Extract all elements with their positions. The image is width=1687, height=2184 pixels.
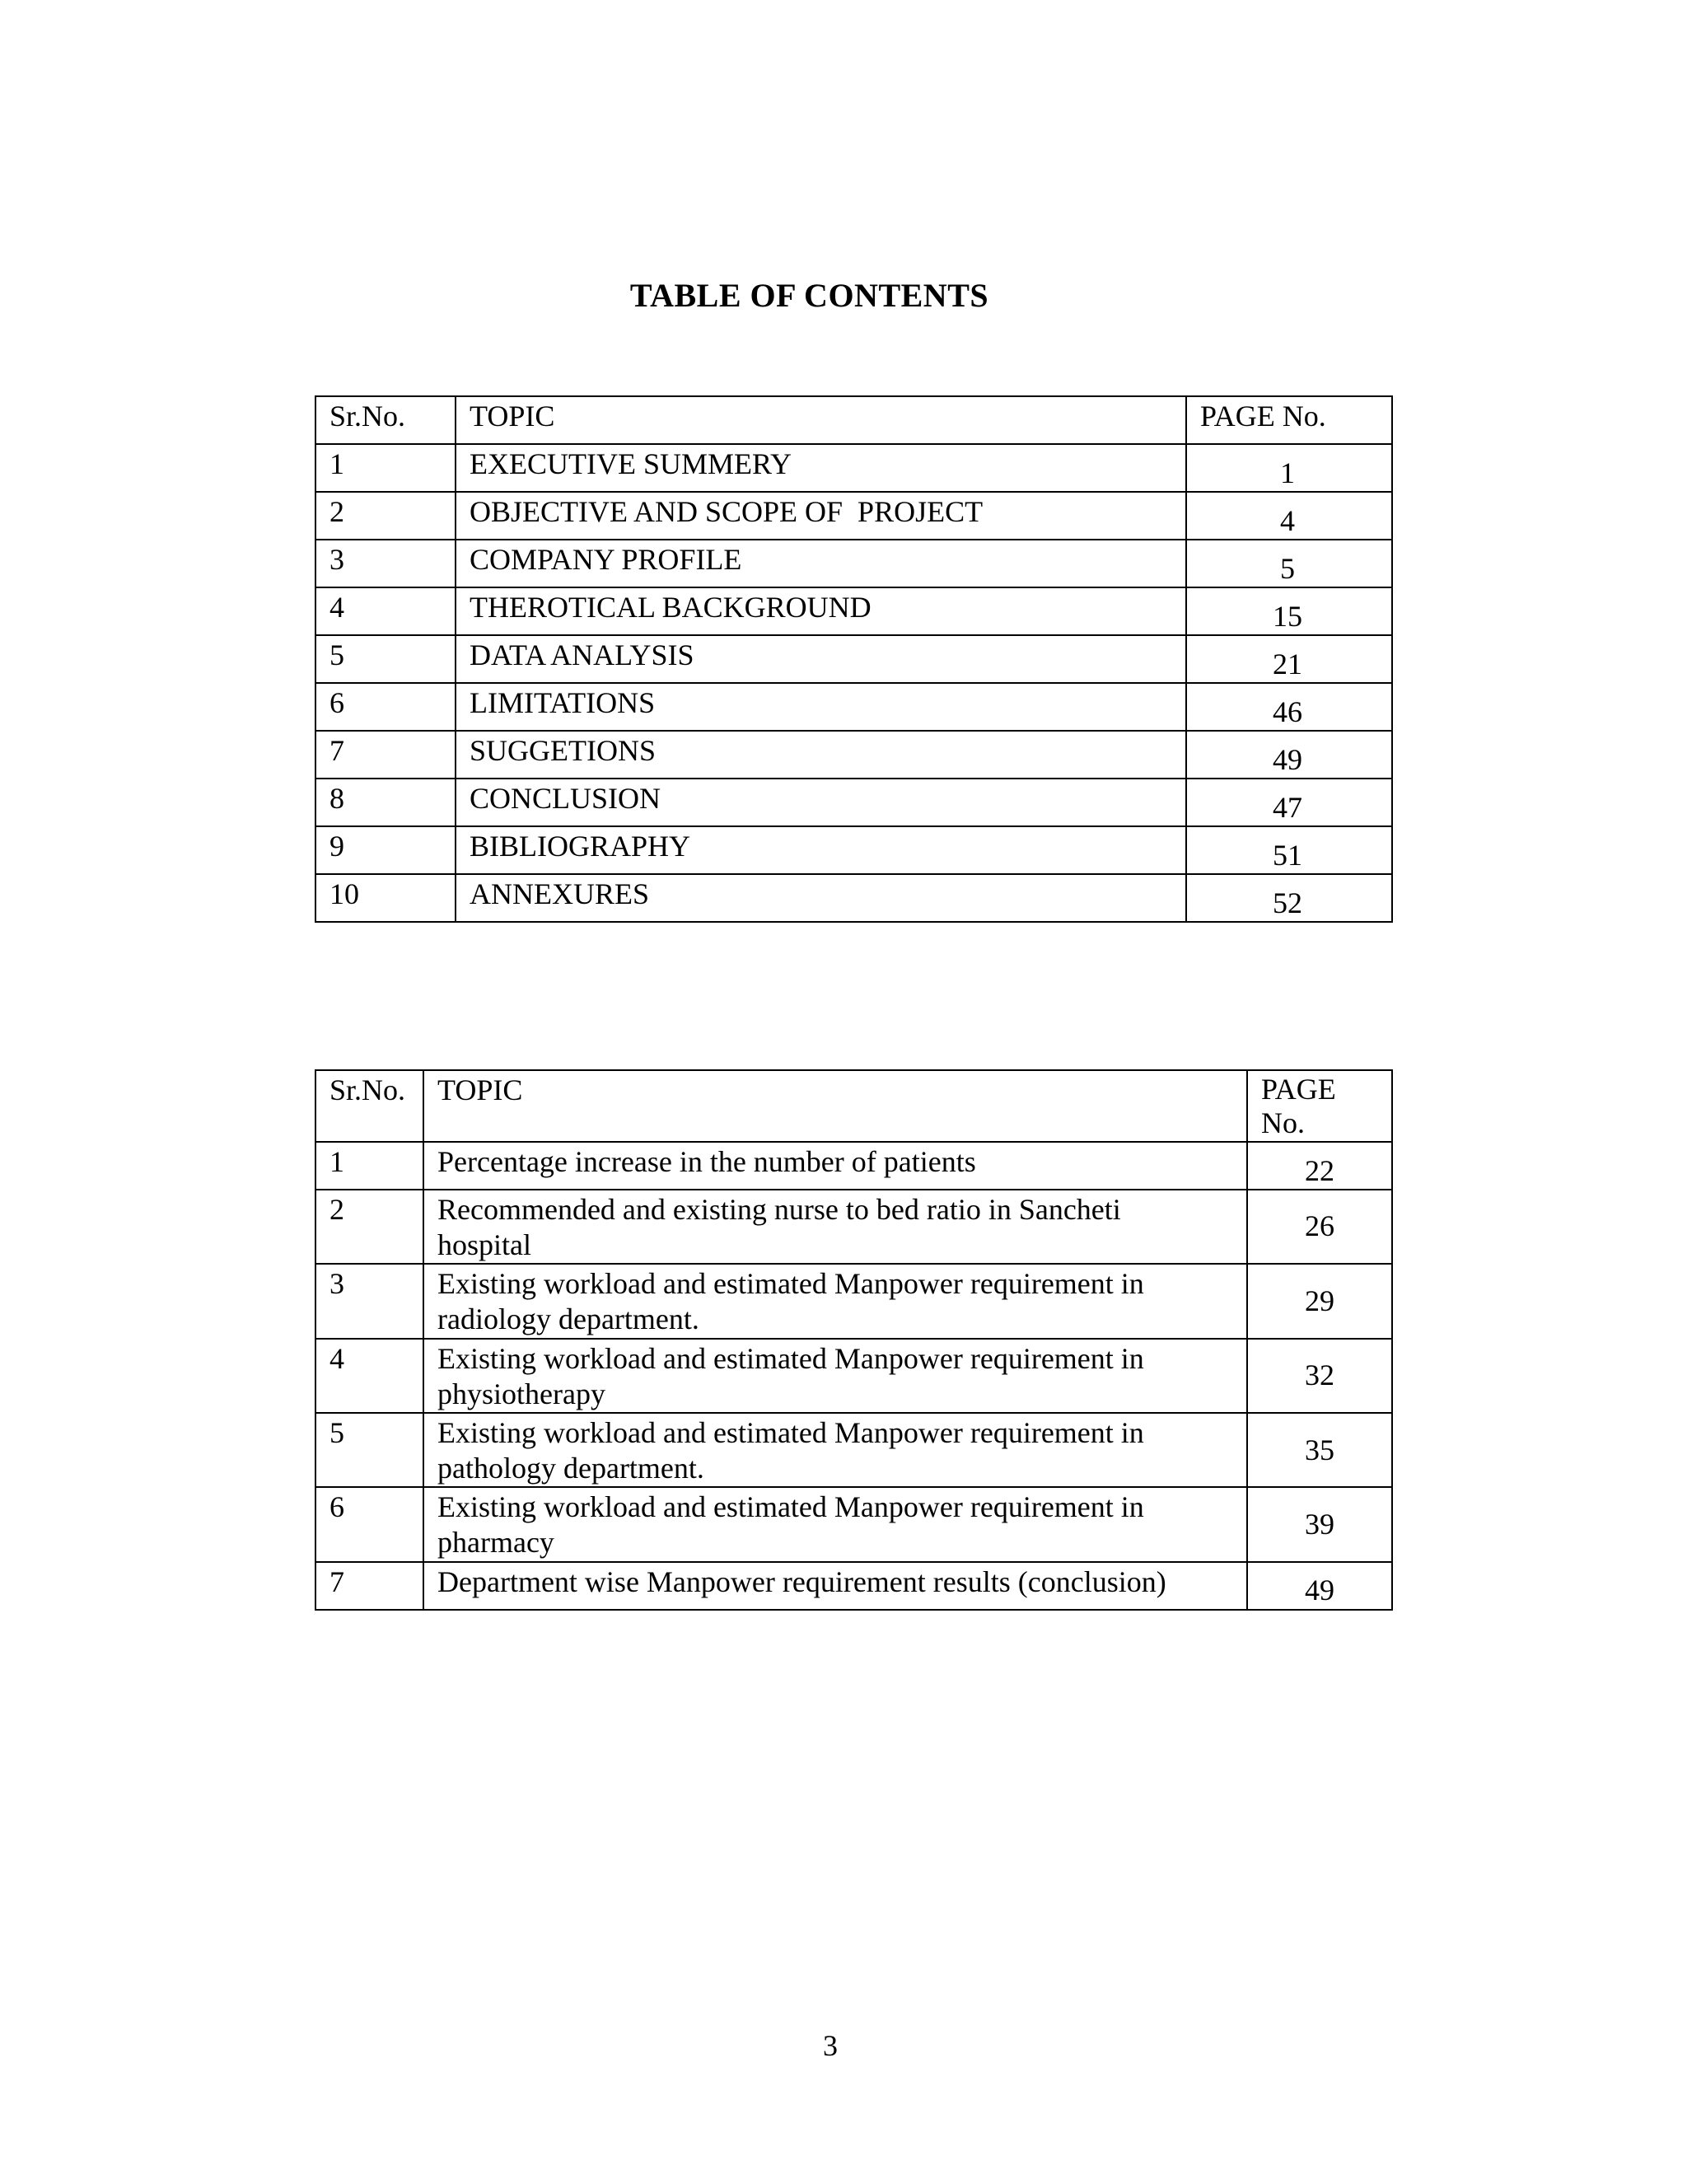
sr-no-cell: 1 — [315, 444, 456, 492]
table-row — [315, 587, 1392, 635]
header-sr-no: Sr.No. — [315, 1070, 423, 1142]
table-header-row — [315, 1070, 1392, 1142]
topic-cell: EXECUTIVE SUMMERY — [456, 444, 1186, 492]
topic-cell: OBJECTIVE AND SCOPE OF PROJECT — [456, 492, 1186, 540]
page-no-cell: 26 — [1247, 1190, 1392, 1264]
page-no-cell: 29 — [1247, 1264, 1392, 1338]
page-title: TABLE OF CONTENTS — [629, 277, 989, 314]
table-row — [315, 1413, 1392, 1487]
topic-cell: BIBLIOGRAPHY — [456, 826, 1186, 874]
sr-no-cell: 7 — [315, 731, 456, 779]
topic-line: Existing workload and estimated Manpower requirement in — [437, 1490, 1144, 1524]
page-no-cell: 35 — [1247, 1413, 1392, 1487]
topic-cell — [423, 1190, 1247, 1264]
topic-cell — [423, 1562, 1247, 1610]
page-no-cell: 49 — [1247, 1562, 1392, 1610]
header-page-no — [1247, 1070, 1392, 1142]
table-row — [315, 635, 1392, 683]
topic-cell: LIMITATIONS — [456, 683, 1186, 731]
topic-cell — [423, 1264, 1247, 1338]
topic-line: pathology department. — [437, 1452, 704, 1485]
table-row — [315, 1264, 1392, 1338]
topic-line: physiotherapy — [437, 1377, 605, 1410]
table-row — [315, 492, 1392, 540]
sr-no-cell: 1 — [315, 1142, 423, 1190]
page-no-cell: 1 — [1186, 444, 1392, 492]
topic-line: radiology department. — [437, 1302, 699, 1336]
sr-no-cell: 6 — [315, 683, 456, 731]
table-row — [315, 1142, 1392, 1190]
header-topic: TOPIC — [423, 1070, 1247, 1142]
page-no-cell: 22 — [1247, 1142, 1392, 1190]
topic-line: Percentage increase in the number of patients — [437, 1144, 976, 1178]
table-row — [315, 1190, 1392, 1264]
topic-cell: THEROTICAL BACKGROUND — [456, 587, 1186, 635]
table-row — [315, 731, 1392, 779]
topic-cell: COMPANY PROFILE — [456, 540, 1186, 587]
sr-no-cell: 3 — [315, 540, 456, 587]
page-no-cell: 52 — [1186, 874, 1392, 922]
page-no-cell: 47 — [1186, 779, 1392, 826]
topic-line: Department wise Manpower requirement results (conclusion) — [437, 1564, 1166, 1598]
page-number: 3 — [823, 2029, 838, 2062]
page-no-cell: 5 — [1186, 540, 1392, 587]
header-page-line2: No. — [1261, 1106, 1305, 1140]
page-no-cell: 15 — [1186, 587, 1392, 635]
topic-cell — [423, 1339, 1247, 1413]
topic-cell — [423, 1413, 1247, 1487]
page-no-cell: 39 — [1247, 1487, 1392, 1561]
topic-line: Existing workload and estimated Manpower requirement in — [437, 1341, 1144, 1375]
table-header-row — [315, 396, 1392, 444]
sr-no-cell: 5 — [315, 635, 456, 683]
header-topic: TOPIC — [456, 396, 1186, 444]
topic-line: pharmacy — [437, 1526, 554, 1560]
table-row — [315, 444, 1392, 492]
page-no-cell: 49 — [1186, 731, 1392, 779]
topic-line: Recommended and existing nurse to bed ratio in Sancheti — [437, 1192, 1121, 1226]
header-page-no: PAGE No. — [1186, 396, 1392, 444]
sr-no-cell: 10 — [315, 874, 456, 922]
topic-line: hospital — [437, 1228, 531, 1261]
table-row — [315, 540, 1392, 587]
topic-cell: ANNEXURES — [456, 874, 1186, 922]
table-row — [315, 1339, 1392, 1413]
table-row — [315, 874, 1392, 922]
topic-cell: CONCLUSION — [456, 779, 1186, 826]
topic-line: Existing workload and estimated Manpower requirement in — [437, 1415, 1144, 1449]
sr-no-cell: 7 — [315, 1562, 423, 1610]
page-no-cell: 21 — [1186, 635, 1392, 683]
topic-cell: DATA ANALYSIS — [456, 635, 1186, 683]
page-no-cell: 51 — [1186, 826, 1392, 874]
sr-no-cell: 4 — [315, 1339, 423, 1413]
sr-no-cell: 8 — [315, 779, 456, 826]
topic-cell: SUGGETIONS — [456, 731, 1186, 779]
page-no-cell: 32 — [1247, 1339, 1392, 1413]
topic-line: Existing workload and estimated Manpower requirement in — [437, 1267, 1144, 1301]
table-row — [315, 1487, 1392, 1561]
header-sr-no: Sr.No. — [315, 396, 456, 444]
sr-no-cell: 9 — [315, 826, 456, 874]
sr-no-cell: 5 — [315, 1413, 423, 1487]
page-no-cell: 46 — [1186, 683, 1392, 731]
sr-no-cell: 4 — [315, 587, 456, 635]
sr-no-cell: 2 — [315, 1190, 423, 1264]
topic-cell — [423, 1487, 1247, 1561]
sr-no-cell: 2 — [315, 492, 456, 540]
sr-no-cell: 6 — [315, 1487, 423, 1561]
table-row — [315, 826, 1392, 874]
sr-no-cell: 3 — [315, 1264, 423, 1338]
header-page-line1: PAGE — [1261, 1073, 1336, 1106]
table-row — [315, 779, 1392, 826]
page-no-cell: 4 — [1186, 492, 1392, 540]
table-row — [315, 683, 1392, 731]
table-row — [315, 1562, 1392, 1610]
contents-table — [315, 395, 1393, 923]
topic-cell — [423, 1142, 1247, 1190]
tables-list — [315, 1069, 1393, 1611]
